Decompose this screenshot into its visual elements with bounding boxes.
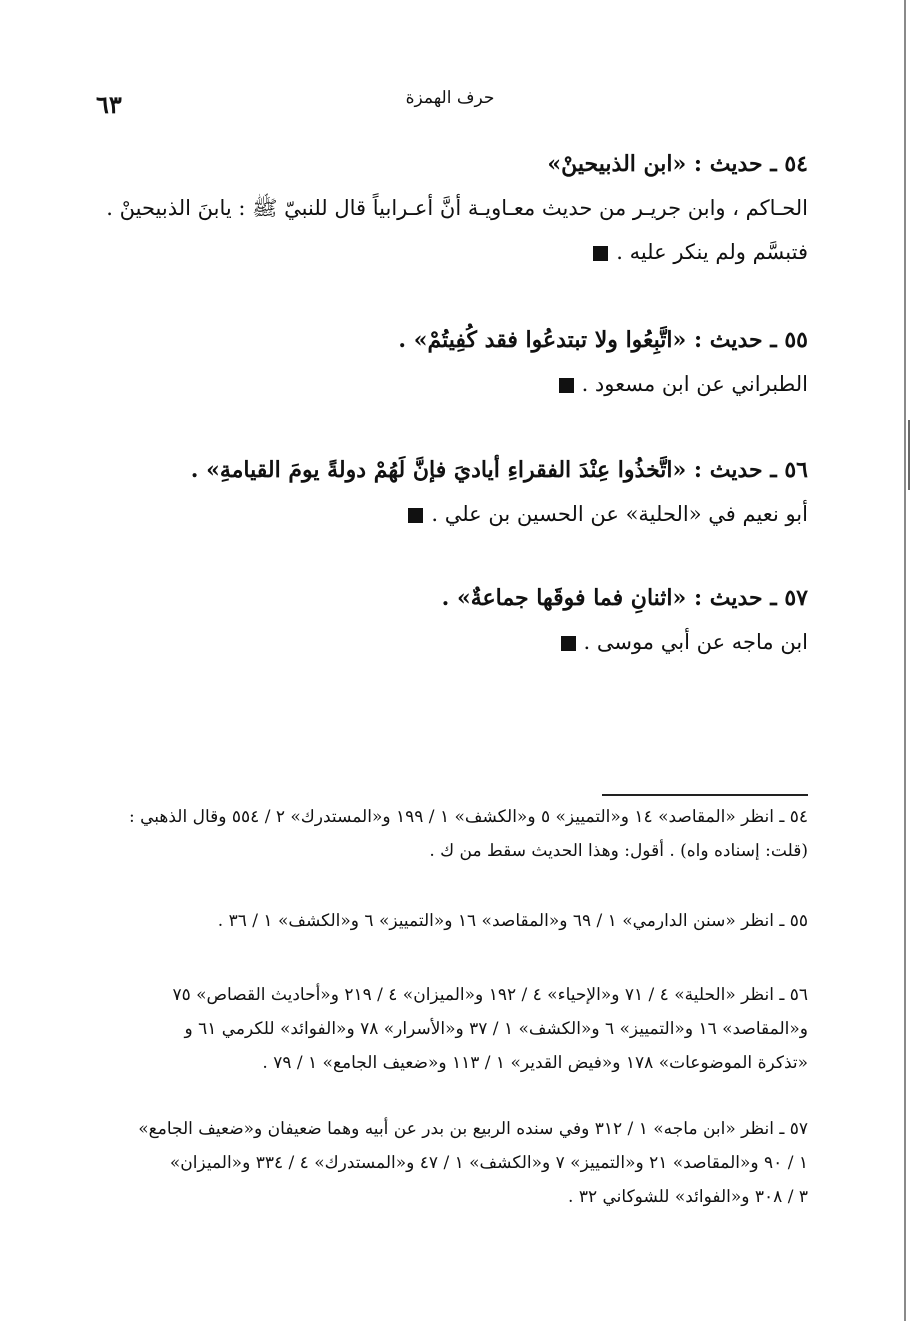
entry-text: الطبراني عن ابن مسعود . — [581, 372, 808, 396]
entry-text-line: الحـاكم ، وابن جريـر من حديث معـاويـة أنَّ أعـرابياً قال للنبيّ ﷺ : يابنَ الذبيحينْ . — [106, 196, 808, 220]
hadith-entry-56 — [96, 448, 808, 536]
footnote-line: ٣ / ٣٠٨ و«الفوائد» للشوكاني ٣٢ . — [568, 1187, 808, 1207]
entry-text-line — [96, 362, 808, 406]
running-header: حرف الهمزة — [405, 88, 495, 108]
footnote-55 — [96, 904, 808, 938]
hadith-entry-54 — [96, 142, 808, 274]
footnote-54 — [96, 800, 808, 868]
end-square-icon — [408, 508, 423, 523]
footnote-line: ٥٥ ـ انظر «سنن الدارمي» ١ / ٦٩ و«المقاصد» ١٦ و«التمييز» ٦ و«الكشف» ١ / ٣٦ . — [217, 911, 808, 931]
entry-heading: ٥٥ ـ حديث : «اتَّبِعُوا ولا تبتدعُوا فقد كُفِيتُمْ» . — [398, 327, 808, 353]
entry-text-line — [96, 492, 808, 536]
entry-text-line — [96, 230, 808, 274]
end-square-icon — [559, 378, 574, 393]
footnote-divider — [602, 794, 808, 796]
page-edge-mark — [908, 420, 910, 490]
entry-heading: ٥٧ ـ حديث : «اثنانِ فما فوقَها جماعةٌ» . — [441, 585, 808, 611]
footnote-line: ٥٦ ـ انظر «الحلية» ٤ / ٧١ و«الإحياء» ٤ / ١٩٢ و«الميزان» ٤ / ٢١٩ و«أحاديث القصاص» ٧٥ — [172, 985, 808, 1005]
page-number: ٦٣ — [96, 90, 122, 119]
footnote-56 — [96, 978, 808, 1080]
hadith-entry-57 — [96, 576, 808, 664]
page-edge-line — [904, 0, 906, 1321]
footnote-line: ١ / ٩٠ و«المقاصد» ٢١ و«التمييز» ٧ و«الكشف» ١ / ٤٧ و«المستدرك» ٤ / ٣٣٤ و«الميزان» — [169, 1153, 808, 1173]
end-square-icon — [593, 246, 608, 261]
footnote-line: ٥٧ ـ انظر «ابن ماجه» ١ / ٣١٢ وفي سنده الربيع بن بدر عن أبيه وهما ضعيفان و«ضعيف الجامع» — [138, 1119, 808, 1139]
hadith-entry-55 — [96, 318, 808, 406]
entry-heading: ٥٦ ـ حديث : «اتَّخذُوا عِنْدَ الفقراءِ أياديَ فإنَّ لَهُمْ دولةً يومَ القيامةِ» . — [190, 457, 808, 483]
footnote-57 — [96, 1112, 808, 1214]
footnote-line: و«المقاصد» ١٦ و«التمييز» ٦ و«الكشف» ١ / ٣٧ و«الأسرار» ٧٨ و«الفوائد» للكرمي ٦١ و — [184, 1019, 808, 1039]
footnote-line: (قلت: إسناده واه) . أقول: وهذا الحديث سقط من ك . — [429, 841, 808, 861]
entry-text: فتبسَّم ولم ينكر عليه . — [616, 240, 808, 264]
footnote-line: ٥٤ ـ انظر «المقاصد» ١٤ و«التمييز» ٥ و«الكشف» ١ / ١٩٩ و«المستدرك» ٢ / ٥٥٤ وقال الذهبي : — [128, 807, 808, 827]
entry-text-line — [96, 620, 808, 664]
entry-text: ابن ماجه عن أبي موسى . — [583, 630, 808, 654]
footnote-line: «تذكرة الموضوعات» ١٧٨ و«فيض القدير» ١ / ١١٣ و«ضعيف الجامع» ١ / ٧٩ . — [262, 1053, 808, 1073]
end-square-icon — [561, 636, 576, 651]
entry-heading: ٥٤ ـ حديث : «ابن الذبيحينْ» — [547, 151, 808, 177]
entry-text: أبو نعيم في «الحلية» عن الحسين بن علي . — [431, 502, 808, 526]
